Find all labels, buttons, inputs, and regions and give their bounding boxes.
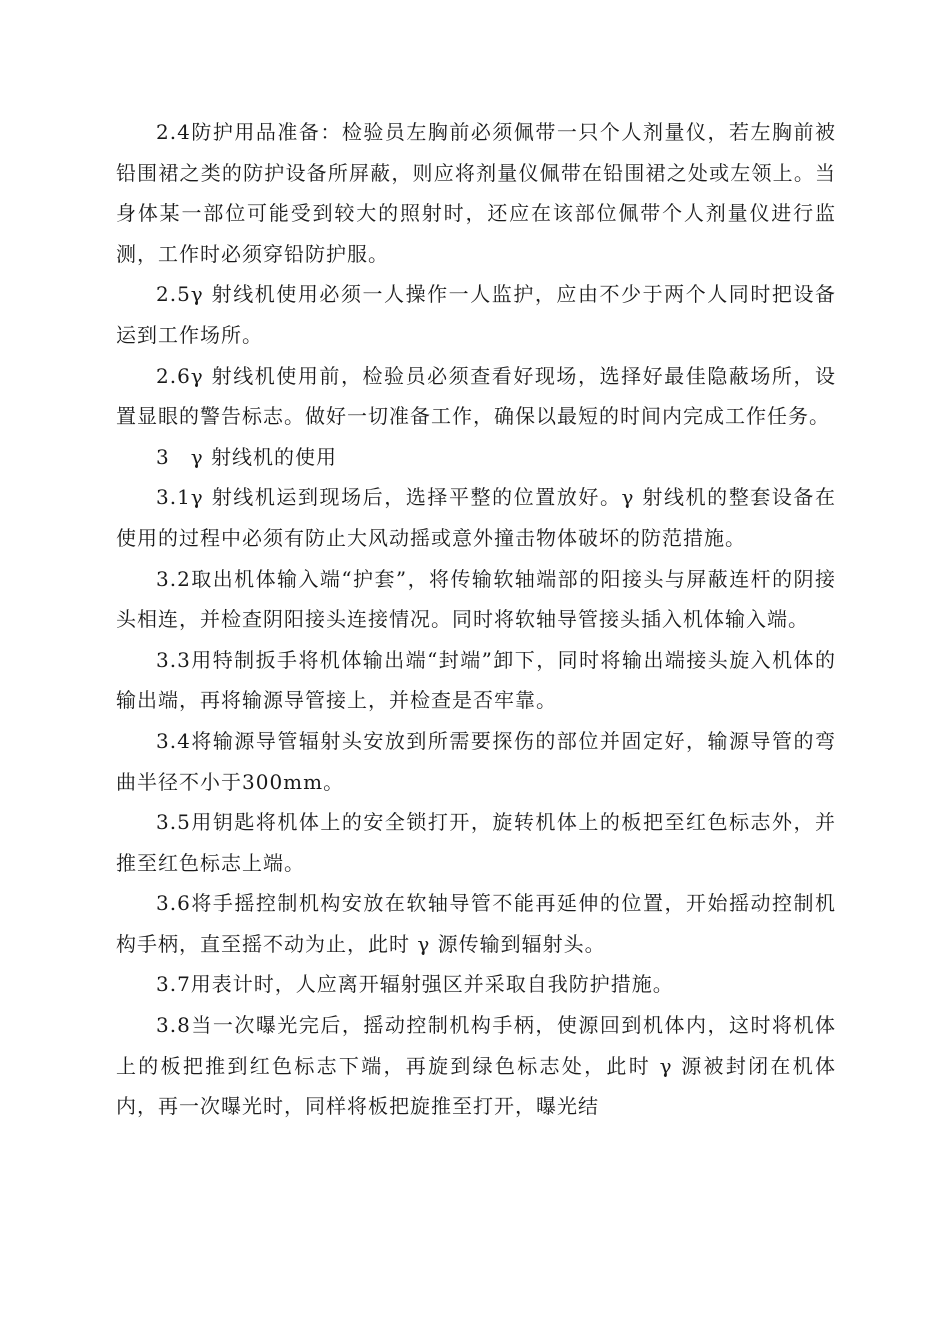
paragraph-3-8: 3.8当一次曝光完后，摇动控制机构手柄，使源回到机体内，这时将机体上的板把推到红色标志下端，再旋到绿色标志处，此时 γ 源被封闭在机体内，再一次曝光时，同样将板把旋推至打开，曝光结 <box>116 1013 836 1119</box>
paragraph-3-6: 3.6将手摇控制机构安放在软轴导管不能再延伸的位置，开始摇动控制机构手柄，直至摇不动为止，此时 γ 源传输到辐射头。 <box>116 891 836 956</box>
paragraph-3-4: 3.4将输源导管辐射头安放到所需要探伤的部位并固定好，输源导管的弯曲半径不小于300mm。 <box>116 728 836 794</box>
paragraph-2-5: 2.5γ 射线机使用必须一人操作一人监护，应由不少于两个人同时把设备运到工作场所。 <box>116 282 836 347</box>
paragraph-2-6: 2.6γ 射线机使用前，检验员必须查看好现场，选择好最佳隐蔽场所，设置显眼的警告标志。做好一切准备工作，确保以最短的时间内完成工作任务。 <box>116 363 836 429</box>
section-heading-3: 3 γ 射线机的使用 <box>156 444 338 469</box>
paragraph-3-3: 3.3用特制扳手将机体输出端“封端”卸下，同时将输出端接头旋入机体的输出端，再将输源导管接上，并检查是否牢靠。 <box>116 647 836 713</box>
paragraph-3-2: 3.2取出机体输入端“护套”，将传输软轴端部的阳接头与屏蔽连杆的阴接头相连，并检查阴阳接头连接情况。同时将软轴导管接头插入机体输入端。 <box>116 566 836 632</box>
paragraph-3-5: 3.5用钥匙将机体上的安全锁打开，旋转机体上的板把至红色标志外，并推至红色标志上端。 <box>116 810 836 875</box>
paragraph-2-4: 2.4防护用品准备：检验员左胸前必须佩带一只个人剂量仪，若左胸前被铅围裙之类的防护设备所屏蔽，则应将剂量仪佩带在铅围裙之处或左领上。当身体某一部位可能受到较大的照射时，还应在该部位佩带个人剂量仪进行监测，工作时必须穿铅防护服。 <box>116 120 836 266</box>
paragraph-3-1: 3.1γ 射线机运到现场后，选择平整的位置放好。γ 射线机的整套设备在使用的过程中必须有防止大风动摇或意外撞击物体破坏的防范措施。 <box>116 485 836 550</box>
paragraph-3-7: 3.7用表计时，人应离开辐射强区并采取自我防护措施。 <box>156 972 674 997</box>
document-body <box>116 112 836 1127</box>
